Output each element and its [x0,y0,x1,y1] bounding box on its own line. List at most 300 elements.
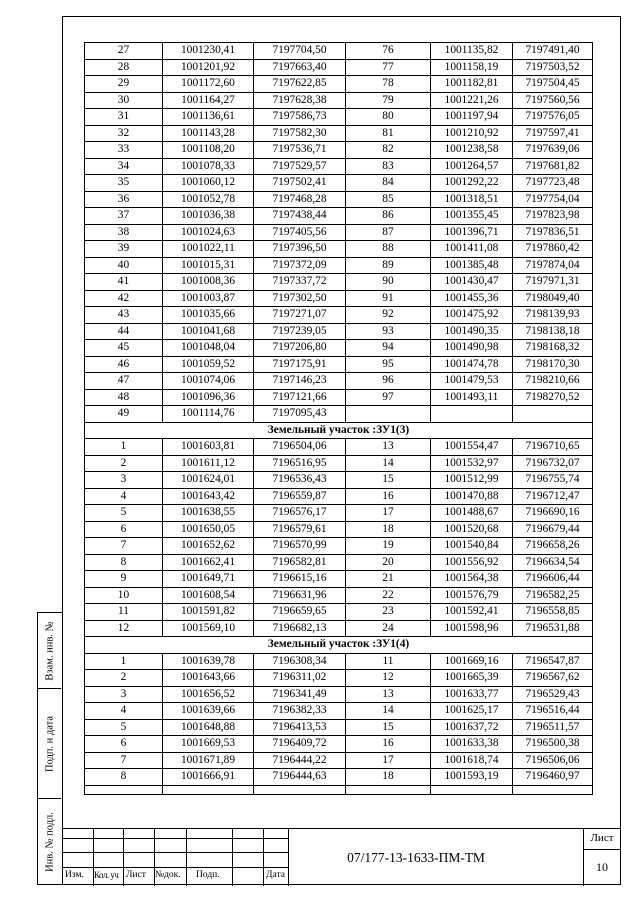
table-cell: 79 [346,92,431,109]
table-cell: 8 [85,769,163,786]
table-cell: 7197504,45 [513,76,593,93]
table-row [85,191,593,208]
table-cell: 1001238,58 [431,142,513,159]
table-cell: 7196732,07 [513,455,593,472]
table-cell: 84 [346,175,431,192]
table-cell: 1001556,92 [431,554,513,571]
table-cell: 1001638,55 [163,505,254,522]
table-cell: 1001540,84 [431,538,513,555]
table-cell: 7197206,80 [254,340,346,357]
table-cell: 42 [85,290,163,307]
table-cell: 7197468,28 [254,191,346,208]
sheet-number: 10 [596,860,608,874]
section-title: Земельный участок :ЗУ1(3) [85,422,593,439]
table-cell: 7196582,81 [254,554,346,571]
table-cell: 1001143,28 [163,125,254,142]
table-cell: 7196460,97 [513,769,593,786]
table-cell: 7197529,57 [254,158,346,175]
table-cell: 1001648,88 [163,719,254,736]
table-cell: 22 [346,587,431,604]
table-cell: 94 [346,340,431,357]
stamp-label-doc: №док. [155,870,181,880]
table-cell: 38 [85,224,163,241]
table-cell: 7196504,06 [254,439,346,456]
table-cell: 7196529,43 [513,686,593,703]
stamp-row-line [62,838,288,839]
table-cell: 1001197,94 [431,109,513,126]
table-cell: 7196570,99 [254,538,346,555]
table-cell: 7196547,87 [513,653,593,670]
table-cell: 7196413,53 [254,719,346,736]
side-stamp [37,612,62,885]
table-cell: 7197836,51 [513,224,593,241]
table-cell: 7198138,18 [513,323,593,340]
table-cell: 7196409,72 [254,736,346,753]
table-cell: 1001520,68 [431,521,513,538]
table-row [85,373,593,390]
table-row [85,769,593,786]
table-cell: 7 [85,752,163,769]
table-cell: 1001639,78 [163,653,254,670]
table-cell: 1001210,92 [431,125,513,142]
section-title: Земельный участок :ЗУ1(4) [85,637,593,654]
table-row [85,752,593,769]
table-cell: 7197146,23 [254,373,346,390]
table-cell: 1001669,53 [163,736,254,753]
stamp-label-count: Кол. уч [94,870,119,880]
table-cell: 7198139,93 [513,307,593,324]
table-row [85,92,593,109]
table-cell: 29 [85,76,163,93]
table-cell: 1001008,36 [163,274,254,291]
table-row [85,224,593,241]
table-cell: 7196755,74 [513,472,593,489]
table-cell: 1001662,41 [163,554,254,571]
table-cell: 1001593,19 [431,769,513,786]
table-cell: 35 [85,175,163,192]
table-cell: 7197372,09 [254,257,346,274]
table-cell: 7196679,44 [513,521,593,538]
table-cell: 7196659,65 [254,604,346,621]
table-cell: 95 [346,356,431,373]
table-cell [431,406,513,423]
stamp-label-change: Изм. [65,870,84,880]
table-cell: 7197874,04 [513,257,593,274]
table-cell: 7197121,66 [254,389,346,406]
table-cell: 6 [85,736,163,753]
side-cell-orig-inv [38,799,61,884]
table-cell: 7197971,31 [513,274,593,291]
table-cell: 16 [346,736,431,753]
table-cell: 83 [346,158,431,175]
table-cell: 7197502,41 [254,175,346,192]
table-cell: 47 [85,373,163,390]
table-cell: 1001669,16 [431,653,513,670]
table-cell: 18 [346,769,431,786]
table-cell: 7197823,98 [513,208,593,225]
table-cell: 1001230,41 [163,43,254,60]
table-cell: 1001569,10 [163,620,254,637]
table-cell: 1001625,17 [431,703,513,720]
table-row [85,43,593,60]
table-cell: 7196634,54 [513,554,593,571]
table-cell: 5 [85,505,163,522]
table-row [85,653,593,670]
table-cell: 1001052,78 [163,191,254,208]
stamp-label-sheet: Лист [126,870,146,880]
table-cell: 7196341,49 [254,686,346,703]
table-cell: 7198170,30 [513,356,593,373]
table-cell: 6 [85,521,163,538]
table-cell: 34 [85,158,163,175]
table-cell: 1001643,42 [163,488,254,505]
table-cell: 41 [85,274,163,291]
table-cell: 88 [346,241,431,258]
table-cell: 7196567,62 [513,670,593,687]
table-cell: 7197597,41 [513,125,593,142]
table-cell: 7196559,87 [254,488,346,505]
table-row [85,340,593,357]
table-cell: 40 [85,257,163,274]
table-row [85,76,593,93]
table-cell: 1001643,66 [163,670,254,687]
table-cell: 7198168,32 [513,340,593,357]
table-row [85,274,593,291]
table-row [85,290,593,307]
table-cell: 7197396,50 [254,241,346,258]
table-cell: 1001608,54 [163,587,254,604]
table-cell: 7196311,02 [254,670,346,687]
table-row [85,356,593,373]
table-cell: 1001108,20 [163,142,254,159]
table-cell: 7197723,48 [513,175,593,192]
table-cell: 1001576,79 [431,587,513,604]
table-cell: 7197095,43 [254,406,346,423]
table-cell: 1001158,19 [431,59,513,76]
table-cell: 7196576,17 [254,505,346,522]
table-cell: 7196511,57 [513,719,593,736]
table-cell: 14 [346,455,431,472]
table-cell: 7196606,44 [513,571,593,588]
table-row [85,571,593,588]
table-cell: 7197337,72 [254,274,346,291]
table-cell: 91 [346,290,431,307]
table-row [85,406,593,423]
table-cell: 1001318,51 [431,191,513,208]
table-cell: 23 [346,604,431,621]
table-cell: 1 [85,653,163,670]
table-cell: 1001633,77 [431,686,513,703]
stamp-label-date: Дата [266,870,285,880]
table-cell: 7196516,95 [254,455,346,472]
table-cell: 1001096,36 [163,389,254,406]
table-cell: 15 [346,719,431,736]
table-row [85,307,593,324]
table-cell: 1001015,31 [163,257,254,274]
table-cell: 43 [85,307,163,324]
table-cell: 1001221,26 [431,92,513,109]
table-cell: 31 [85,109,163,126]
table-cell: 7196500,38 [513,736,593,753]
table-cell: 1001455,36 [431,290,513,307]
coordinates-table [84,42,593,795]
table-row [85,554,593,571]
table-cell: 1001474,78 [431,356,513,373]
table-cell: 7196682,13 [254,620,346,637]
table-cell: 1001003,87 [163,290,254,307]
table-row [85,208,593,225]
table-cell: 7196579,61 [254,521,346,538]
table-cell: 1001036,38 [163,208,254,225]
table-row [85,736,593,753]
table-row [85,439,593,456]
table-row [85,323,593,340]
table-row [85,719,593,736]
table-row [85,158,593,175]
table-cell: 7197681,82 [513,158,593,175]
table-cell: 37 [85,208,163,225]
table-cell: 1001671,89 [163,752,254,769]
table-row [85,389,593,406]
table-cell: 1001396,71 [431,224,513,241]
table-cell: 7197622,85 [254,76,346,93]
table-cell: 1001603,81 [163,439,254,456]
table-row [85,142,593,159]
table-cell: 7197302,50 [254,290,346,307]
table-cell: 11 [346,653,431,670]
table-cell: 2 [85,455,163,472]
table-cell: 77 [346,59,431,76]
table-cell: 7196631,96 [254,587,346,604]
table-row [85,521,593,538]
table-cell: 1001411,08 [431,241,513,258]
table-cell: 45 [85,340,163,357]
table-cell: 36 [85,191,163,208]
table-cell: 1001114,76 [163,406,254,423]
table-cell: 27 [85,43,163,60]
table-cell: 7196658,26 [513,538,593,555]
table-cell: 44 [85,323,163,340]
table-cell: 1001035,66 [163,307,254,324]
table-row [85,620,593,637]
table-cell: 1001060,12 [163,175,254,192]
table-row [85,488,593,505]
table-cell: 12 [85,620,163,637]
table-cell: 7196710,65 [513,439,593,456]
table-body-section-2 [85,653,593,785]
table-cell: 1001592,41 [431,604,513,621]
table-cell: 78 [346,76,431,93]
table-cell: 80 [346,109,431,126]
table-cell: 1001512,99 [431,472,513,489]
table-row [85,703,593,720]
table-cell: 7197582,30 [254,125,346,142]
side-label-sign-date: Подп. и дата [44,715,55,772]
table-cell: 4 [85,488,163,505]
table-cell: 11 [85,604,163,621]
table-cell: 17 [346,752,431,769]
table-cell: 8 [85,554,163,571]
table-row [85,257,593,274]
document-code: 07/177-13-1633-ПМ-ТМ [347,850,485,865]
table-blank-row [85,785,593,794]
table-cell: 7197639,06 [513,142,593,159]
table-cell: 1001618,74 [431,752,513,769]
table-cell: 1001479,53 [431,373,513,390]
table-cell: 1001554,47 [431,439,513,456]
table-cell: 13 [346,686,431,703]
table-cell: 7196382,33 [254,703,346,720]
table-row [85,241,593,258]
table-cell: 21 [346,571,431,588]
table-cell: 7196516,44 [513,703,593,720]
table-row [85,125,593,142]
table-cell: 1001665,39 [431,670,513,687]
table-cell: 17 [346,505,431,522]
table-cell: 49 [85,406,163,423]
table-cell: 5 [85,719,163,736]
table-cell: 1001490,35 [431,323,513,340]
table-cell: 14 [346,703,431,720]
table-cell: 1001074,06 [163,373,254,390]
table-cell: 7196506,06 [513,752,593,769]
table-cell: 1001652,62 [163,538,254,555]
table-cell: 1001475,92 [431,307,513,324]
stamp-row-line [583,849,621,850]
table-section-1 [85,422,593,439]
table-cell: 7196536,43 [254,472,346,489]
table-cell: 1001591,82 [163,604,254,621]
table-cell: 1001264,57 [431,158,513,175]
table-cell: 1001292,22 [431,175,513,192]
table-cell: 16 [346,488,431,505]
table-cell: 1001182,81 [431,76,513,93]
table-cell: 7197586,73 [254,109,346,126]
table-cell: 7197560,56 [513,92,593,109]
table-cell: 30 [85,92,163,109]
table-cell: 20 [346,554,431,571]
table-cell: 7 [85,538,163,555]
side-cell-replace-inv [38,613,61,689]
table-cell: 1001430,47 [431,274,513,291]
table-cell: 96 [346,373,431,390]
table-cell: 7197576,05 [513,109,593,126]
table-cell: 1001633,38 [431,736,513,753]
table-cell: 7196690,16 [513,505,593,522]
table-cell: 86 [346,208,431,225]
table-body-section-1 [85,439,593,637]
table-cell: 1001164,27 [163,92,254,109]
table-row [85,686,593,703]
table-cell: 90 [346,274,431,291]
table-cell: 3 [85,472,163,489]
table-cell: 7196582,25 [513,587,593,604]
table-cell: 1001649,71 [163,571,254,588]
table-cell: 7197860,42 [513,241,593,258]
table-cell: 1 [85,439,163,456]
table-row [85,175,593,192]
stamp-row-line [62,852,288,853]
table-cell: 7197491,40 [513,43,593,60]
table-cell: 1001490,98 [431,340,513,357]
table-cell: 13 [346,439,431,456]
table-cell: 7196444,22 [254,752,346,769]
table-cell [346,406,431,423]
table-cell: 24 [346,620,431,637]
table-row [85,59,593,76]
table-cell: 7197628,38 [254,92,346,109]
table-cell: 7197175,91 [254,356,346,373]
side-label-replace-inv: Взам. инв. № [44,620,55,681]
table-cell: 7197754,04 [513,191,593,208]
table-cell: 1001650,05 [163,521,254,538]
table-cell: 7198270,52 [513,389,593,406]
table-cell: 1001201,92 [163,59,254,76]
table-cell: 19 [346,538,431,555]
table-cell: 81 [346,125,431,142]
table-cell: 1001493,11 [431,389,513,406]
table-cell: 15 [346,472,431,489]
table-cell: 89 [346,257,431,274]
table-cell: 92 [346,307,431,324]
table-cell: 7196308,34 [254,653,346,670]
table-cell: 1001637,72 [431,719,513,736]
table-cell: 28 [85,59,163,76]
table-cell: 87 [346,224,431,241]
table-cell: 1001078,33 [163,158,254,175]
table-cell: 4 [85,703,163,720]
table-cell: 2 [85,670,163,687]
table-cell: 7197405,56 [254,224,346,241]
table-row [85,587,593,604]
table-row [85,505,593,522]
table-cell: 46 [85,356,163,373]
table-cell: 3 [85,686,163,703]
table-cell: 48 [85,389,163,406]
table-section-2 [85,637,593,654]
table-cell: 1001488,67 [431,505,513,522]
table-cell: 1001135,82 [431,43,513,60]
table-cell: 1001048,04 [163,340,254,357]
table-cell: 1001624,01 [163,472,254,489]
table-cell: 7197536,71 [254,142,346,159]
table-cell: 7198210,66 [513,373,593,390]
table-row [85,109,593,126]
table-row [85,604,593,621]
table-cell: 1001598,96 [431,620,513,637]
table-cell: 1001666,91 [163,769,254,786]
table-row [85,455,593,472]
table-cell: 32 [85,125,163,142]
table-cell: 10 [85,587,163,604]
table-cell: 1001385,48 [431,257,513,274]
table-cell: 1001639,66 [163,703,254,720]
table-cell: 1001564,38 [431,571,513,588]
table-cell: 1001532,97 [431,455,513,472]
table-row [85,670,593,687]
table-cell: 7197704,50 [254,43,346,60]
table-cell: 7197438,44 [254,208,346,225]
table-cell: 1001355,45 [431,208,513,225]
sheet-label: Лист [590,832,614,844]
table-cell: 33 [85,142,163,159]
table-cell: 7196444,63 [254,769,346,786]
table-cell: 7196558,85 [513,604,593,621]
table-cell: 7196615,16 [254,571,346,588]
table-cell: 7197663,40 [254,59,346,76]
table-cell: 93 [346,323,431,340]
table-cell: 1001172,60 [163,76,254,93]
